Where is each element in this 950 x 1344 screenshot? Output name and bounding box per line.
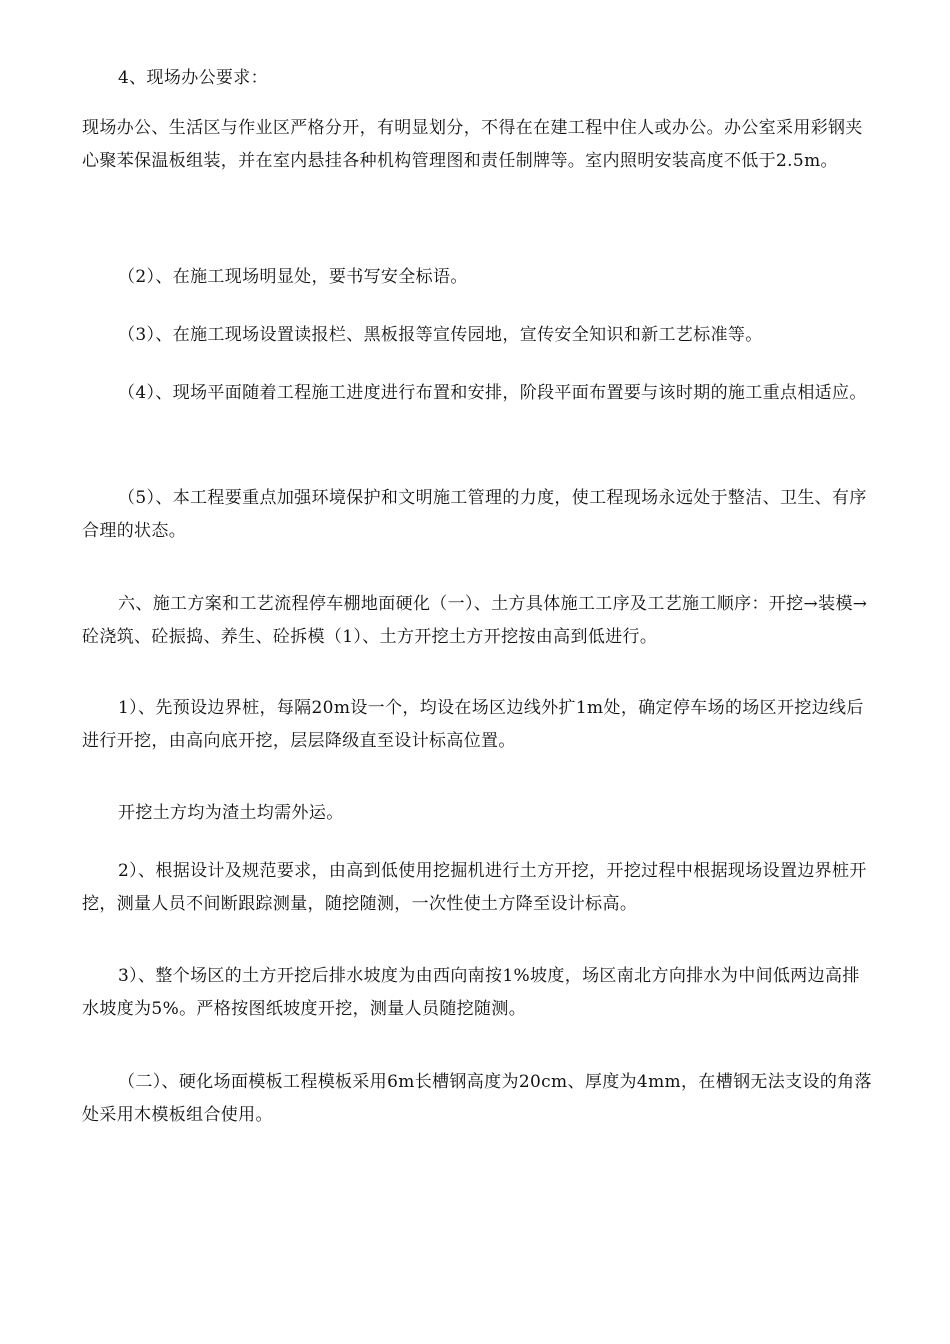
heading-construction-plan: 六、施工方案和工艺流程停车棚地面硬化（一）、土方具体施工工序及工艺施工顺序：开挖→装模→砼浇筑、砼振捣、养生、砼拆模（1）、土方开挖土方开挖按由高到低进行。 (82, 594, 868, 647)
paragraph-item-4: （4）、现场平面随着工程施工进度进行布置和安排，阶段平面布置要与该时期的施工重点相适应。 (118, 383, 867, 403)
heading-office-requirements: 4、现场办公要求： (118, 68, 268, 88)
paragraph-step-2: 2）、根据设计及规范要求，由高到低使用挖掘机进行土方开挖，开挖过程中根据现场设置边界桩开挖，测量人员不间断跟踪测量，随挖随测，一次性使土方降至设计标高。 (82, 861, 867, 914)
paragraph-earth-removal: 开挖土方均为渣土均需外运。 (118, 803, 344, 823)
paragraph-formwork: （二）、硬化场面模板工程模板采用6m长槽钢高度为20cm、厚度为4mm，在槽钢无法支设的角落处采用木模板组合使用。 (82, 1072, 872, 1125)
paragraph-item-5: （5）、本工程要重点加强环境保护和文明施工管理的力度，使工程现场永远处于整洁、卫生、有序合理的状态。 (82, 488, 867, 541)
paragraph-item-2: （2）、在施工现场明显处，要书写安全标语。 (118, 267, 468, 287)
paragraph-step-3: 3）、整个场区的土方开挖后排水坡度为由西向南按1%坡度，场区南北方向排水为中间低两边高排水坡度为5%。严格按图纸坡度开挖，测量人员随挖随测。 (82, 966, 860, 1019)
paragraph-step-1: 1）、先预设边界桩，每隔20m设一个，均设在场区边线外扩1m处，确定停车场的场区开挖边线后进行开挖，由高向底开挖，层层降级直至设计标高位置。 (82, 698, 864, 751)
paragraph-item-3: （3）、在施工现场设置读报栏、黑板报等宣传园地，宣传安全知识和新工艺标准等。 (118, 325, 763, 345)
paragraph-office-separation: 现场办公、生活区与作业区严格分开，有明显划分，不得在在建工程中住人或办公。办公室采用彩钢夹心聚苯保温板组装，并在室内悬挂各种机构管理图和责任制牌等。室内照明安装高度不低于2.5m。 (82, 118, 863, 171)
